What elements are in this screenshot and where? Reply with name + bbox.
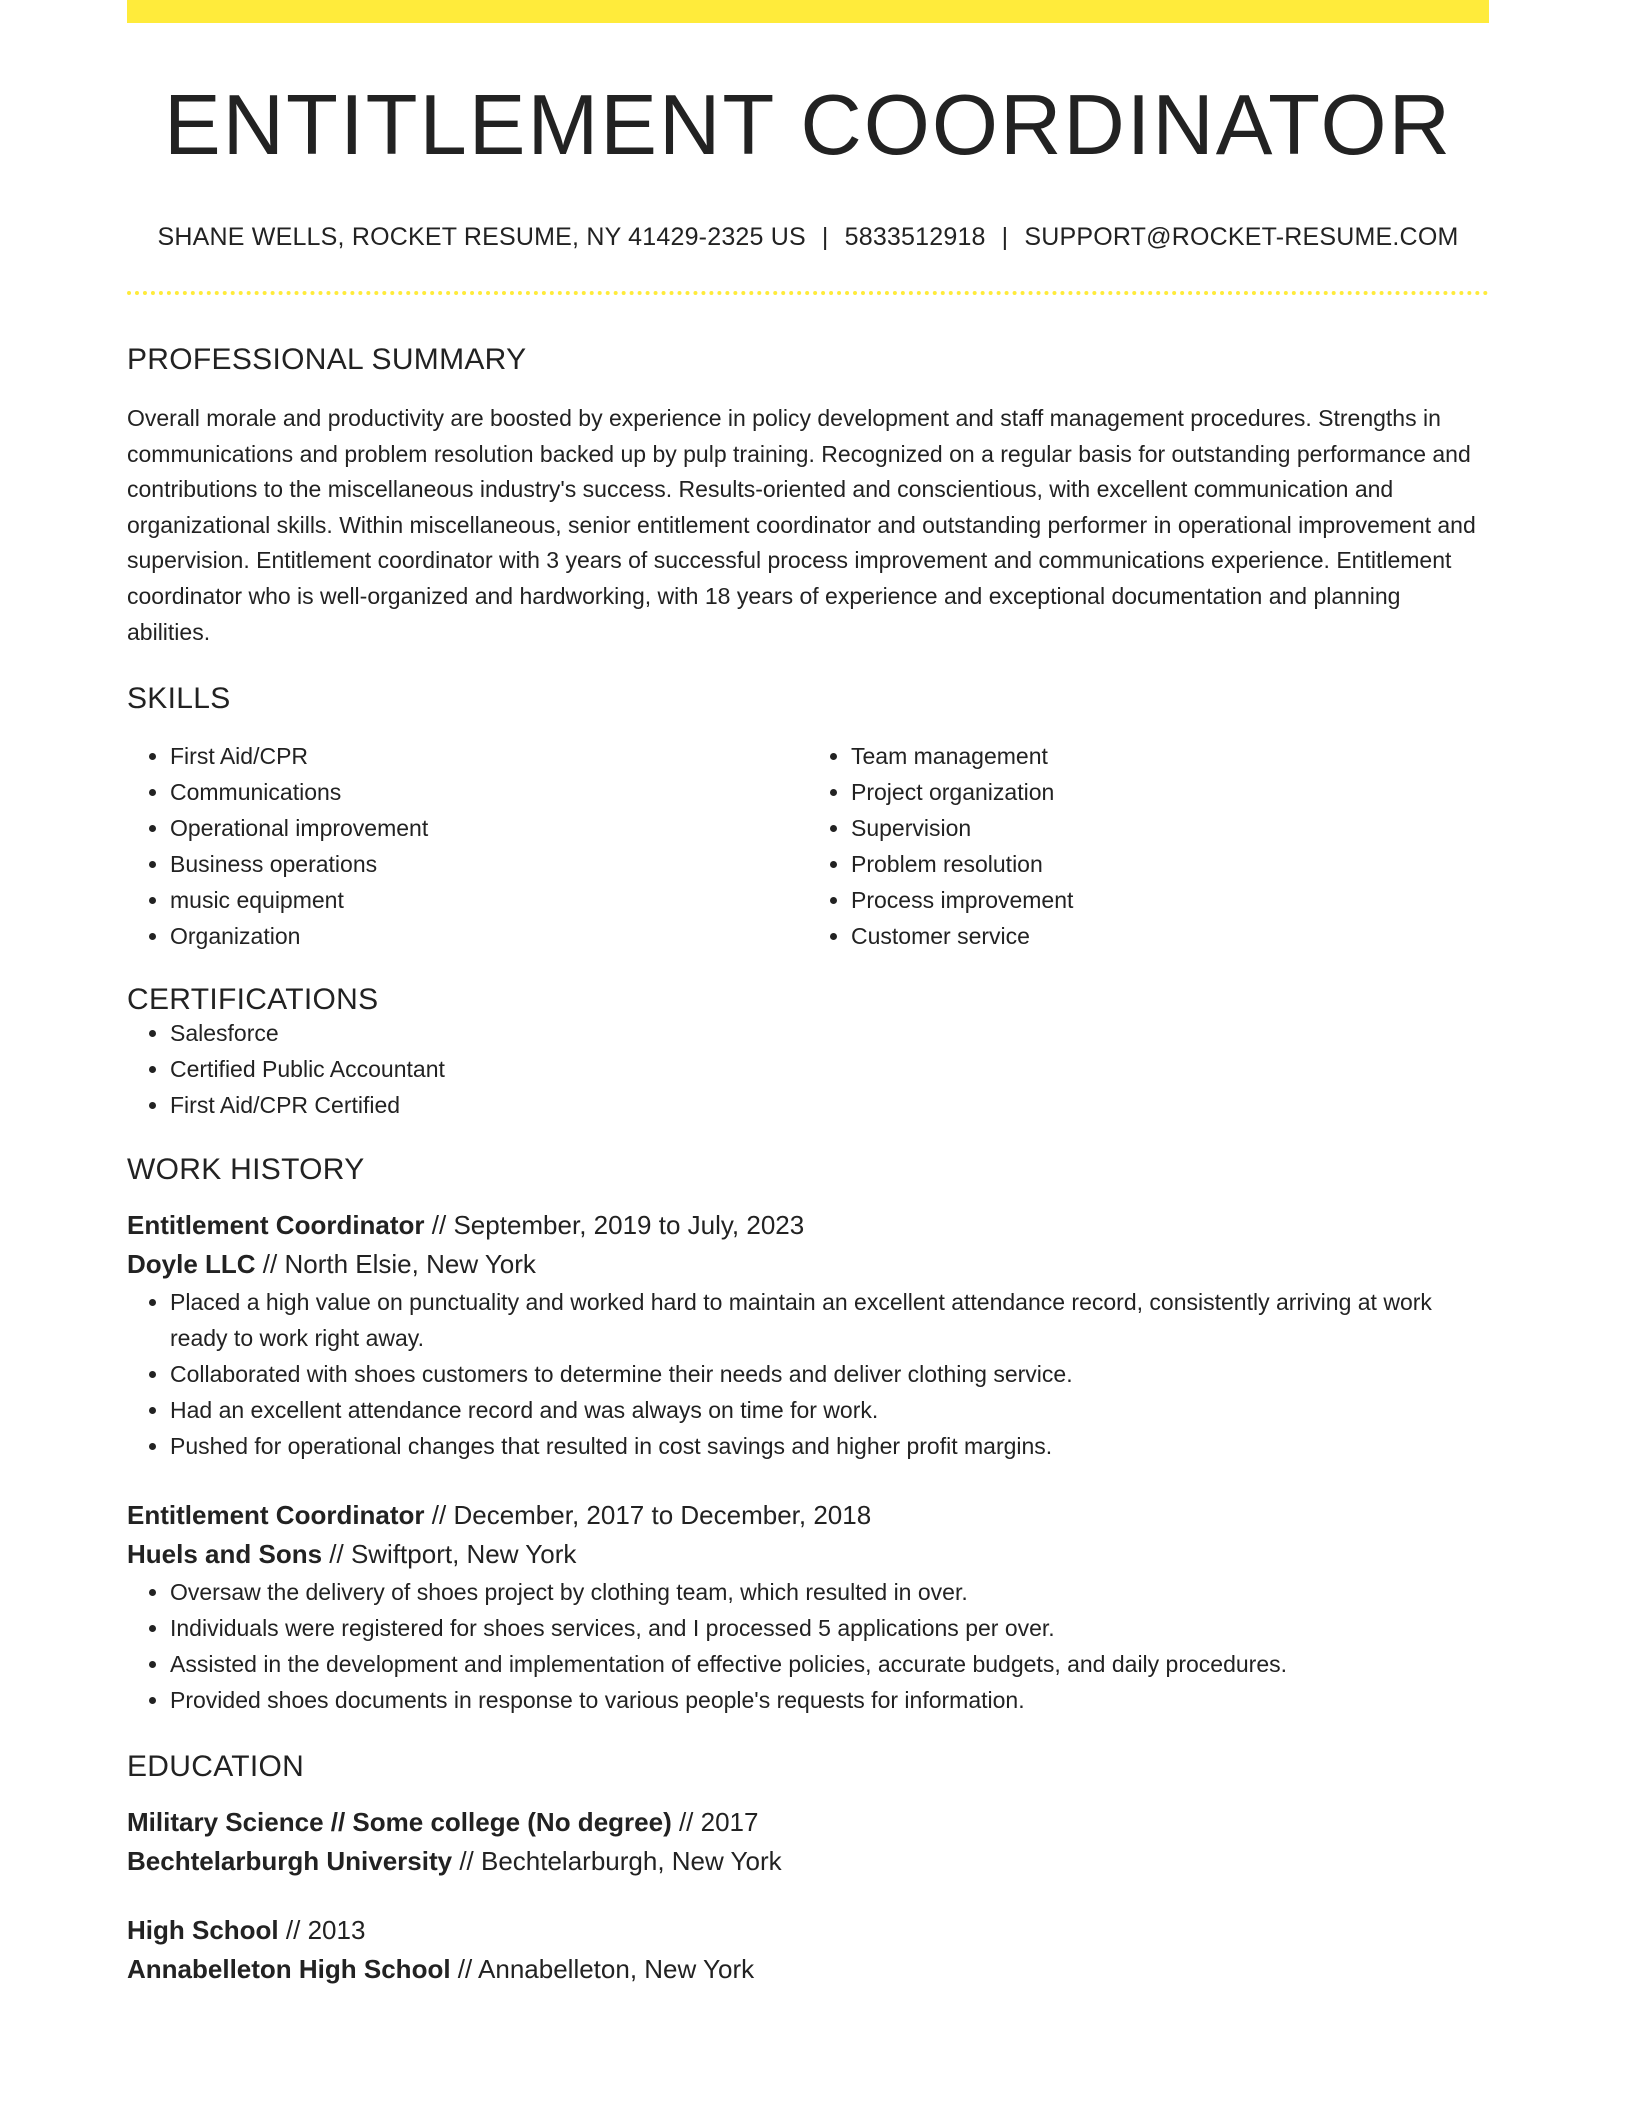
accent-top-bar bbox=[127, 0, 1489, 23]
education-location: // Annabelleton, New York bbox=[450, 1954, 755, 1985]
job-bullet: • Had an excellent attendance record and was always on time for work. bbox=[170, 1392, 1489, 1428]
education-degree-line bbox=[127, 1803, 1489, 1842]
job-bullet: • Individuals were registered for shoes services, and I processed 5 applications per over. bbox=[170, 1610, 1489, 1646]
contact-separator: | bbox=[1001, 223, 1009, 251]
education-degree-line bbox=[127, 1911, 1489, 1950]
contact-line bbox=[127, 223, 1489, 252]
job-company-line bbox=[127, 1535, 1489, 1574]
job-entry bbox=[127, 1496, 1489, 1718]
resume-title: ENTITLEMENT COORDINATOR bbox=[163, 78, 1453, 173]
skills-columns bbox=[127, 738, 1489, 954]
job-location: // Swiftport, New York bbox=[322, 1539, 577, 1570]
contact-email: SUPPORT@ROCKET-RESUME.COM bbox=[1024, 223, 1459, 251]
skill-item: • Process improvement bbox=[851, 882, 1489, 918]
skill-item: • Communications bbox=[170, 774, 808, 810]
job-title: Entitlement Coordinator bbox=[127, 1500, 425, 1531]
certifications-heading: CERTIFICATIONS bbox=[127, 983, 379, 1017]
certification-item: • Salesforce bbox=[170, 1015, 1489, 1051]
education-school: Bechtelarburgh University bbox=[127, 1846, 453, 1877]
skill-item: • Team management bbox=[851, 738, 1489, 774]
job-bullets bbox=[127, 1574, 1489, 1718]
job-company: Huels and Sons bbox=[127, 1539, 323, 1570]
job-title: Entitlement Coordinator bbox=[127, 1210, 425, 1241]
certification-item: • First Aid/CPR Certified bbox=[170, 1087, 1489, 1123]
skills-list-right bbox=[808, 738, 1489, 954]
job-bullets bbox=[127, 1284, 1489, 1464]
job-entry bbox=[127, 1206, 1489, 1464]
job-dates: // September, 2019 to July, 2023 bbox=[424, 1210, 805, 1241]
education-location: // Bechtelarburgh, New York bbox=[452, 1846, 782, 1877]
contact-address: SHANE WELLS, ROCKET RESUME, NY 41429-2325 US bbox=[157, 223, 806, 251]
contact-separator: | bbox=[821, 223, 829, 251]
contact-phone: 5833512918 bbox=[844, 223, 986, 251]
education-school-line bbox=[127, 1842, 1489, 1881]
work-history-heading: WORK HISTORY bbox=[127, 1153, 365, 1187]
resume-page bbox=[127, 0, 1489, 1989]
education-school: Annabelleton High School bbox=[127, 1954, 451, 1985]
skill-item: • Customer service bbox=[851, 918, 1489, 954]
job-bullet: • Placed a high value on punctuality and worked hard to maintain an excellent attendance record, consistently arriving at work ready to work right away. bbox=[170, 1284, 1489, 1356]
skill-item: • Problem resolution bbox=[851, 846, 1489, 882]
job-title-line bbox=[127, 1206, 1489, 1245]
job-bullet: • Oversaw the delivery of shoes project by clothing team, which resulted in over. bbox=[170, 1574, 1489, 1610]
skill-item: • Organization bbox=[170, 918, 808, 954]
education-year: // 2013 bbox=[278, 1915, 366, 1946]
skill-item: • Supervision bbox=[851, 810, 1489, 846]
job-company: Doyle LLC bbox=[127, 1249, 256, 1280]
skill-item: • Operational improvement bbox=[170, 810, 808, 846]
job-bullet: • Assisted in the development and implementation of effective policies, accurate budgets, and daily procedures. bbox=[170, 1646, 1489, 1682]
skill-item: • Project organization bbox=[851, 774, 1489, 810]
skill-item: • First Aid/CPR bbox=[170, 738, 808, 774]
skill-item: • music equipment bbox=[170, 882, 808, 918]
skill-item: • Business operations bbox=[170, 846, 808, 882]
job-location: // North Elsie, New York bbox=[255, 1249, 536, 1280]
certifications-list bbox=[127, 1015, 1489, 1123]
education-degree: High School bbox=[127, 1915, 279, 1946]
skills-list-left bbox=[127, 738, 808, 954]
education-school-line bbox=[127, 1950, 1489, 1989]
education-entry bbox=[127, 1911, 1489, 1989]
summary-heading: PROFESSIONAL SUMMARY bbox=[127, 343, 527, 376]
job-title-line bbox=[127, 1496, 1489, 1535]
certification-item: • Certified Public Accountant bbox=[170, 1051, 1489, 1087]
dotted-divider bbox=[127, 291, 1489, 295]
skills-heading: SKILLS bbox=[127, 682, 231, 716]
job-company-line bbox=[127, 1245, 1489, 1284]
education-entry bbox=[127, 1803, 1489, 1881]
education-heading: EDUCATION bbox=[127, 1750, 305, 1784]
job-bullet: • Provided shoes documents in response to various people's requests for information. bbox=[170, 1682, 1489, 1718]
summary-text: Overall morale and productivity are boosted by experience in policy development and staff management procedures. Strengths in communications and problem resolution backed up by pulp training. Recognized on a regular basis for outstanding performance and contributions to the miscellaneous industry's success. Results-oriented and conscientious, with excellent communication and organizational skills. Within miscellaneous, senior entitlement coordinator and outstanding performer in operational improvement and supervision. Entitlement coordinator with 3 years of successful process improvement and communications experience. Entitlement coordinator who is well-organized and hardworking, with 18 years of experience and exceptional documentation and planning abilities. bbox=[127, 405, 1476, 645]
job-bullet: • Collaborated with shoes customers to determine their needs and deliver clothing service. bbox=[170, 1356, 1489, 1392]
job-bullet: • Pushed for operational changes that resulted in cost savings and higher profit margins. bbox=[170, 1428, 1489, 1464]
education-year: // 2017 bbox=[671, 1807, 759, 1838]
education-degree: Military Science // Some college (No degree) bbox=[127, 1807, 672, 1838]
job-dates: // December, 2017 to December, 2018 bbox=[424, 1500, 872, 1531]
